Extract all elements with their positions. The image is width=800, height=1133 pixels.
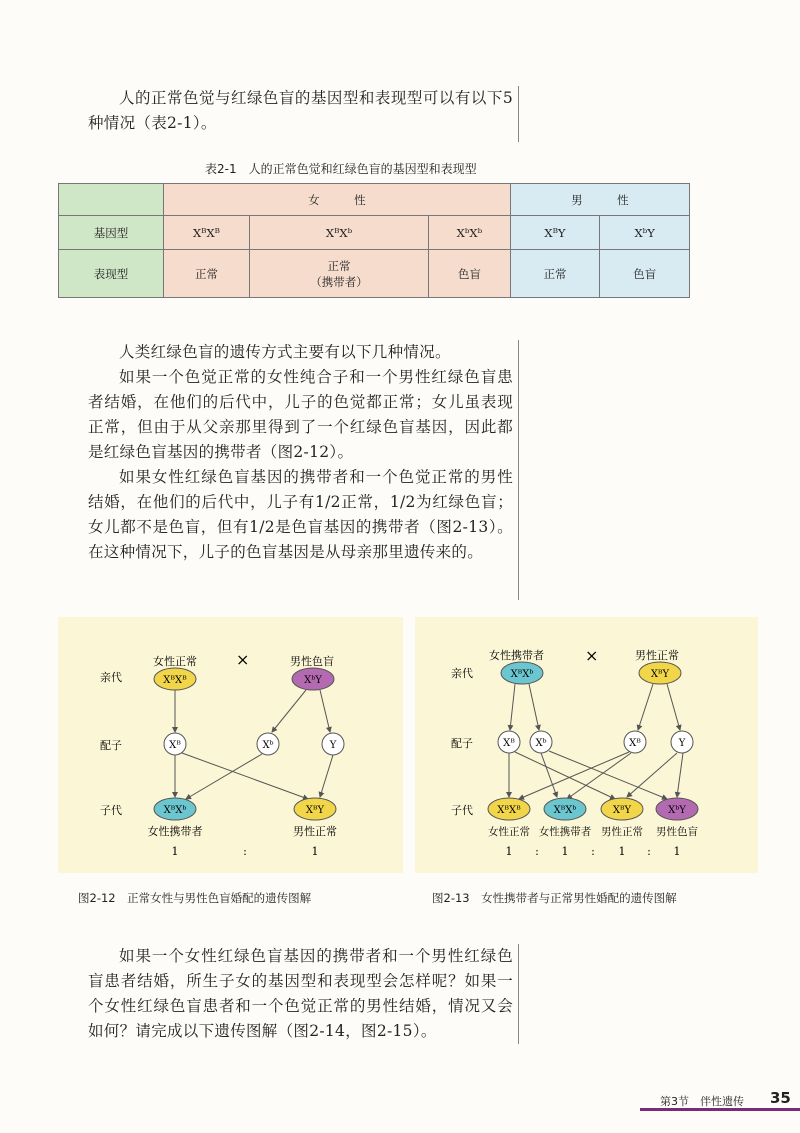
figure-2-13-diagram	[415, 617, 758, 873]
row-label-parents: 亲代	[100, 671, 122, 684]
arrow	[320, 690, 330, 732]
child-genotype: XᴮY	[305, 805, 325, 816]
ratio-value: 1	[505, 845, 513, 858]
arrow	[549, 751, 667, 799]
ratio-sep: :	[535, 845, 539, 858]
child-label: 女性正常	[488, 826, 530, 838]
figure-2-12	[58, 617, 403, 873]
intro-text: 人的正常色觉与红绿色盲的基因型和表现型可以有以下5种情况（表2-1）。	[88, 89, 513, 132]
figure-2-13	[415, 617, 758, 873]
child-label: 男性色盲	[656, 826, 698, 838]
arrow	[567, 753, 631, 799]
carrier-note: （携带者）	[310, 274, 368, 289]
row-label-offspring: 子代	[100, 804, 122, 817]
paragraph: 如果一个色觉正常的女性纯合子和一个男性红绿色盲患者结婚，在他们的后代中，儿子的色觉都正常；女儿虽表现正常，但由于从父亲那里得到了一个红绿色盲基因，因此都是红绿色盲基因的携带者（图2-12）。	[88, 368, 513, 461]
arrow	[272, 690, 306, 732]
figure-2-12-diagram	[58, 617, 403, 873]
child-label: 女性携带者	[147, 825, 203, 838]
question-text: 如果一个女性红绿色盲基因的携带者和一个男性红绿色盲患者结婚，所生子女的基因型和表现型会怎样呢？如果一个女性红绿色盲患者和一个色觉正常的男性结婚，情况又会如何？请完成以下遗传图解（图2-14，图2-15）。	[88, 947, 513, 1040]
phenotype-label: 表现型	[59, 250, 164, 298]
parent1-genotype: XᴮXᵇ	[510, 669, 534, 680]
ratio-value: 1	[673, 845, 681, 858]
parent2-genotype: XᵇY	[304, 675, 322, 686]
cross-symbol: ×	[236, 650, 250, 669]
genotype-cell: XᴮY	[510, 216, 600, 250]
margin-line	[518, 86, 519, 142]
page-number: 35	[770, 1089, 791, 1107]
arrow	[638, 684, 653, 730]
row-label-parents: 亲代	[451, 667, 473, 680]
phenotype-text: 正常	[327, 258, 351, 273]
arrow	[186, 754, 262, 799]
female-header: 女 性	[164, 184, 511, 216]
ratio-sep: :	[243, 845, 247, 858]
ratio-sep: :	[647, 845, 651, 858]
phenotype-cell: 色盲	[429, 250, 510, 298]
genotype-label: 基因型	[59, 216, 164, 250]
figure-2-13-caption: 图2-13 女性携带者与正常男性婚配的遗传图解	[432, 891, 677, 905]
margin-line	[518, 340, 519, 600]
gamete-label: Xᴮ	[169, 740, 181, 751]
paragraph: 人类红绿色盲的遗传方式主要有以下几种情况。	[119, 343, 451, 361]
gamete-label: Xᵇ	[535, 738, 547, 749]
phenotype-cell: 色盲	[600, 250, 690, 298]
child-genotype: XᴮXᵇ	[553, 805, 577, 816]
body-paragraphs	[88, 340, 513, 565]
table-corner	[59, 184, 164, 216]
footer-bar	[640, 1108, 800, 1111]
arrow	[541, 753, 557, 797]
cross-symbol: ×	[585, 646, 599, 665]
parent1-label: 女性正常	[153, 655, 197, 668]
ratio-value: 1	[171, 845, 179, 858]
arrow	[627, 753, 677, 797]
gamete-label: Xᴮ	[629, 738, 641, 749]
genotype-cell: XᵇXᵇ	[429, 216, 510, 250]
question-paragraph	[88, 944, 513, 1044]
child-genotype: XᴮXᴮ	[497, 805, 521, 816]
gamete-label: Xᵇ	[262, 740, 274, 751]
arrow	[519, 752, 629, 799]
arrow	[529, 684, 539, 730]
arrow	[320, 755, 333, 797]
phenotype-cell	[249, 250, 428, 298]
phenotype-cell: 正常	[164, 250, 250, 298]
ratio-value: 1	[311, 845, 319, 858]
parent1-label: 女性携带者	[489, 649, 544, 662]
child-genotype: XᴮXᵇ	[163, 805, 187, 816]
male-header: 男 性	[510, 184, 689, 216]
figure-2-12-caption: 图2-12 正常女性与男性色盲婚配的遗传图解	[78, 891, 312, 905]
parent1-genotype: XᴮXᴮ	[163, 675, 187, 686]
gamete-label: Y	[329, 740, 337, 751]
row-label-gametes: 配子	[451, 737, 473, 750]
row-label-offspring: 子代	[451, 804, 473, 817]
phenotype-cell: 正常	[510, 250, 600, 298]
child-label: 男性正常	[601, 826, 643, 838]
table-caption: 表2-1 人的正常色觉和红绿色盲的基因型和表现型	[205, 162, 477, 176]
section-footer: 第3节 伴性遗传	[660, 1095, 744, 1108]
parent2-genotype: XᴮY	[650, 669, 670, 680]
parent2-label: 男性正常	[635, 649, 679, 662]
child-label: 男性正常	[293, 825, 337, 838]
gamete-label: Y	[678, 738, 686, 749]
child-genotype: XᵇY	[668, 805, 686, 816]
genotype-cell: XᴮXᵇ	[249, 216, 428, 250]
ratio-value: 1	[561, 845, 569, 858]
arrow	[182, 753, 308, 799]
arrow	[677, 753, 683, 797]
ratio-sep: :	[591, 845, 595, 858]
arrow	[510, 684, 515, 730]
gamete-label: Xᴮ	[503, 738, 515, 749]
genotype-cell: XᴮXᴮ	[164, 216, 250, 250]
child-genotype: XᴮY	[612, 805, 632, 816]
margin-line	[518, 944, 519, 1044]
parent2-label: 男性色盲	[290, 655, 334, 668]
genotype-cell: XᵇY	[600, 216, 690, 250]
arrow	[667, 684, 680, 730]
paragraph: 如果女性红绿色盲基因的携带者和一个色觉正常的男性结婚，在他们的后代中，儿子有1/2正常，1/2为红绿色盲；女儿都不是色盲，但有1/2是色盲基因的携带者（图2-13）。在这种情况下，儿子的色盲基因是从母亲那里遗传来的。	[88, 468, 513, 561]
genotype-table	[58, 183, 690, 298]
intro-paragraph	[88, 86, 513, 136]
row-label-gametes: 配子	[100, 739, 122, 752]
child-label: 女性携带者	[538, 826, 592, 838]
ratio-value: 1	[618, 845, 626, 858]
